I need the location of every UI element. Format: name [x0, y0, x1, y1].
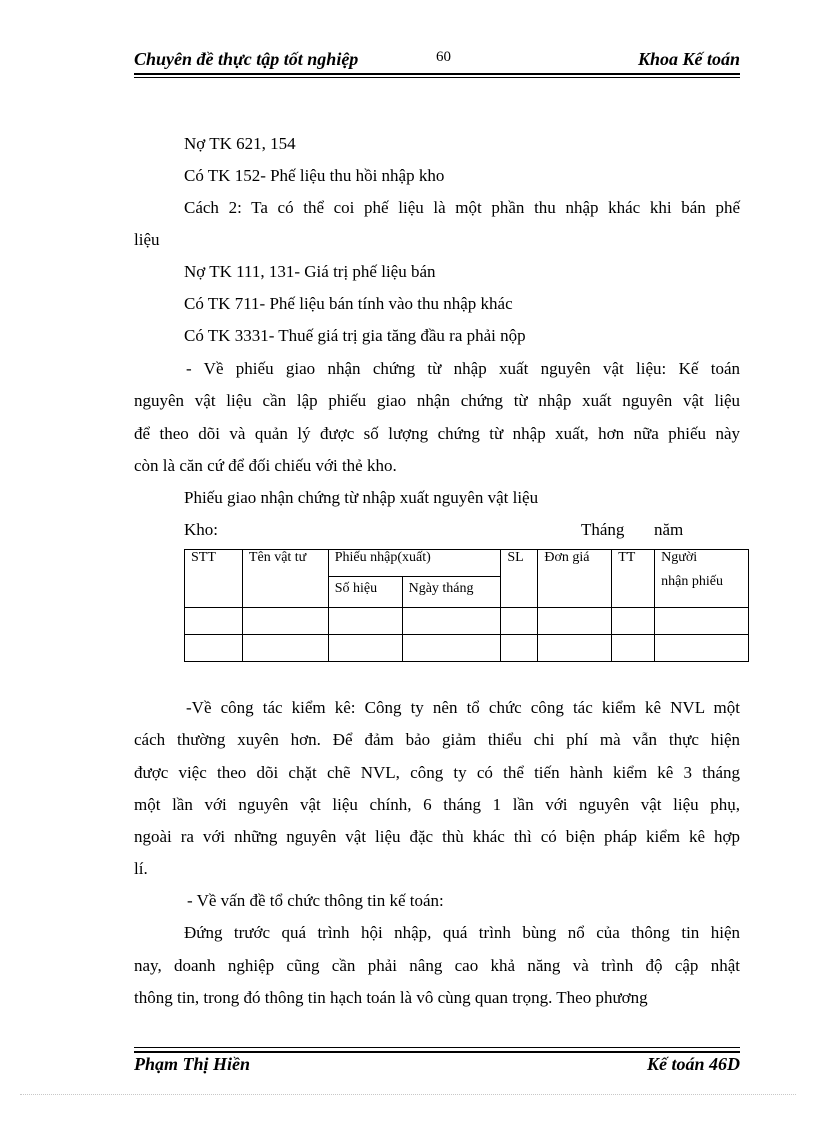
table-row — [185, 608, 749, 635]
paragraph-line: Có TK 152- Phế liệu thu hồi nhập kho — [184, 166, 445, 185]
paragraph-line: - Về phiếu giao nhận chứng từ nhập xuất nguyên vật liệu: Kế toán — [186, 359, 740, 378]
paragraph-line: Đứng trước quá trình hội nhập, quá trình bùng nổ của thông tin hiện — [184, 923, 740, 942]
paragraph-line: còn là căn cứ để đối chiếu với thẻ kho. — [134, 456, 397, 475]
nguoi-line-1: Người — [661, 550, 698, 565]
kho-label: Kho: — [184, 520, 218, 539]
paragraph-line: được việc theo dõi chặt chẽ NVL, công ty có thể tiến hành kiểm kê 3 tháng — [134, 763, 740, 782]
col-nguoi-nhan — [655, 550, 749, 608]
form-title: Phiếu giao nhận chứng từ nhập xuất nguyên vật liệu — [184, 488, 539, 507]
paragraph-line: ngoài ra với những nguyên vật liệu đặc thù khác thì có biện pháp kiểm kê hợp — [134, 827, 740, 846]
col-so-hieu: Số hiệu — [328, 577, 402, 608]
col-sl: SL — [501, 550, 538, 608]
footer-rule-thin — [134, 1047, 740, 1048]
paragraph-line: lí. — [134, 859, 148, 878]
col-ten-vat-tu: Tên vật tư — [242, 550, 328, 608]
header-title: Chuyên đề thực tập tốt nghiệp — [134, 49, 359, 69]
paragraph-line: - Về vấn đề tổ chức thông tin kế toán: — [187, 891, 444, 910]
col-ngay-thang: Ngày tháng — [402, 577, 501, 608]
header-rule-thin — [134, 77, 740, 78]
header-department: Khoa Kế toán — [637, 49, 740, 69]
paragraph-line: cách thường xuyên hơn. Để đảm bảo giảm thiểu chi phí mà vẫn thực hiện — [134, 730, 740, 749]
paragraph-line: một lần với nguyên vật liệu chính, 6 tháng 1 lần với nguyên vật liệu phụ, — [134, 795, 740, 814]
nam-label: năm — [654, 520, 684, 539]
paragraph-line: liệu — [134, 230, 160, 249]
col-phieu: Phiếu nhập(xuất) — [328, 550, 501, 577]
paragraph-line: Nợ TK 111, 131- Giá trị phế liệu bán — [184, 262, 436, 281]
col-tt: TT — [612, 550, 655, 608]
page-edge-dots — [20, 1094, 796, 1095]
paragraph-line: Nợ TK 621, 154 — [184, 134, 296, 153]
nguoi-line-2: nhận phiếu — [661, 574, 723, 589]
header-rule — [134, 73, 740, 75]
page-number: 60 — [436, 49, 451, 65]
paragraph-line: thông tin, trong đó thông tin hạch toán là vô cùng quan trọng. Theo phương — [134, 988, 648, 1007]
col-stt: STT — [185, 550, 243, 608]
thang-label: Tháng — [581, 520, 625, 539]
table-row — [185, 635, 749, 662]
paragraph-line: nguyên vật liệu cần lập phiếu giao nhận chứng từ nhập xuất nguyên vật liệu — [134, 391, 740, 410]
paragraph-line: Có TK 711- Phế liệu bán tính vào thu nhập khác — [184, 294, 513, 313]
footer-class: Kế toán 46D — [646, 1054, 740, 1074]
footer-author: Phạm Thị Hiền — [134, 1054, 251, 1074]
col-don-gia: Đơn giá — [538, 550, 612, 608]
paragraph-line: -Về công tác kiểm kê: Công ty nên tổ chức công tác kiểm kê NVL một — [186, 698, 740, 717]
paragraph-line: để theo dõi và quản lý được số lượng chứng từ nhập xuất, hơn nữa phiếu này — [134, 424, 740, 443]
page-header — [134, 46, 740, 74]
footer-rule — [134, 1051, 740, 1053]
paragraph-line: Cách 2: Ta có thể coi phế liệu là một phần thu nhập khác khi bán phế — [184, 198, 740, 217]
paragraph-line: Có TK 3331- Thuế giá trị gia tăng đầu ra phải nộp — [184, 326, 526, 345]
delivery-receipt-table — [184, 549, 749, 662]
page-footer — [134, 1054, 740, 1078]
paragraph-line: nay, doanh nghiệp cũng cần phải nâng cao khả năng và trình độ cập nhật — [134, 956, 740, 975]
